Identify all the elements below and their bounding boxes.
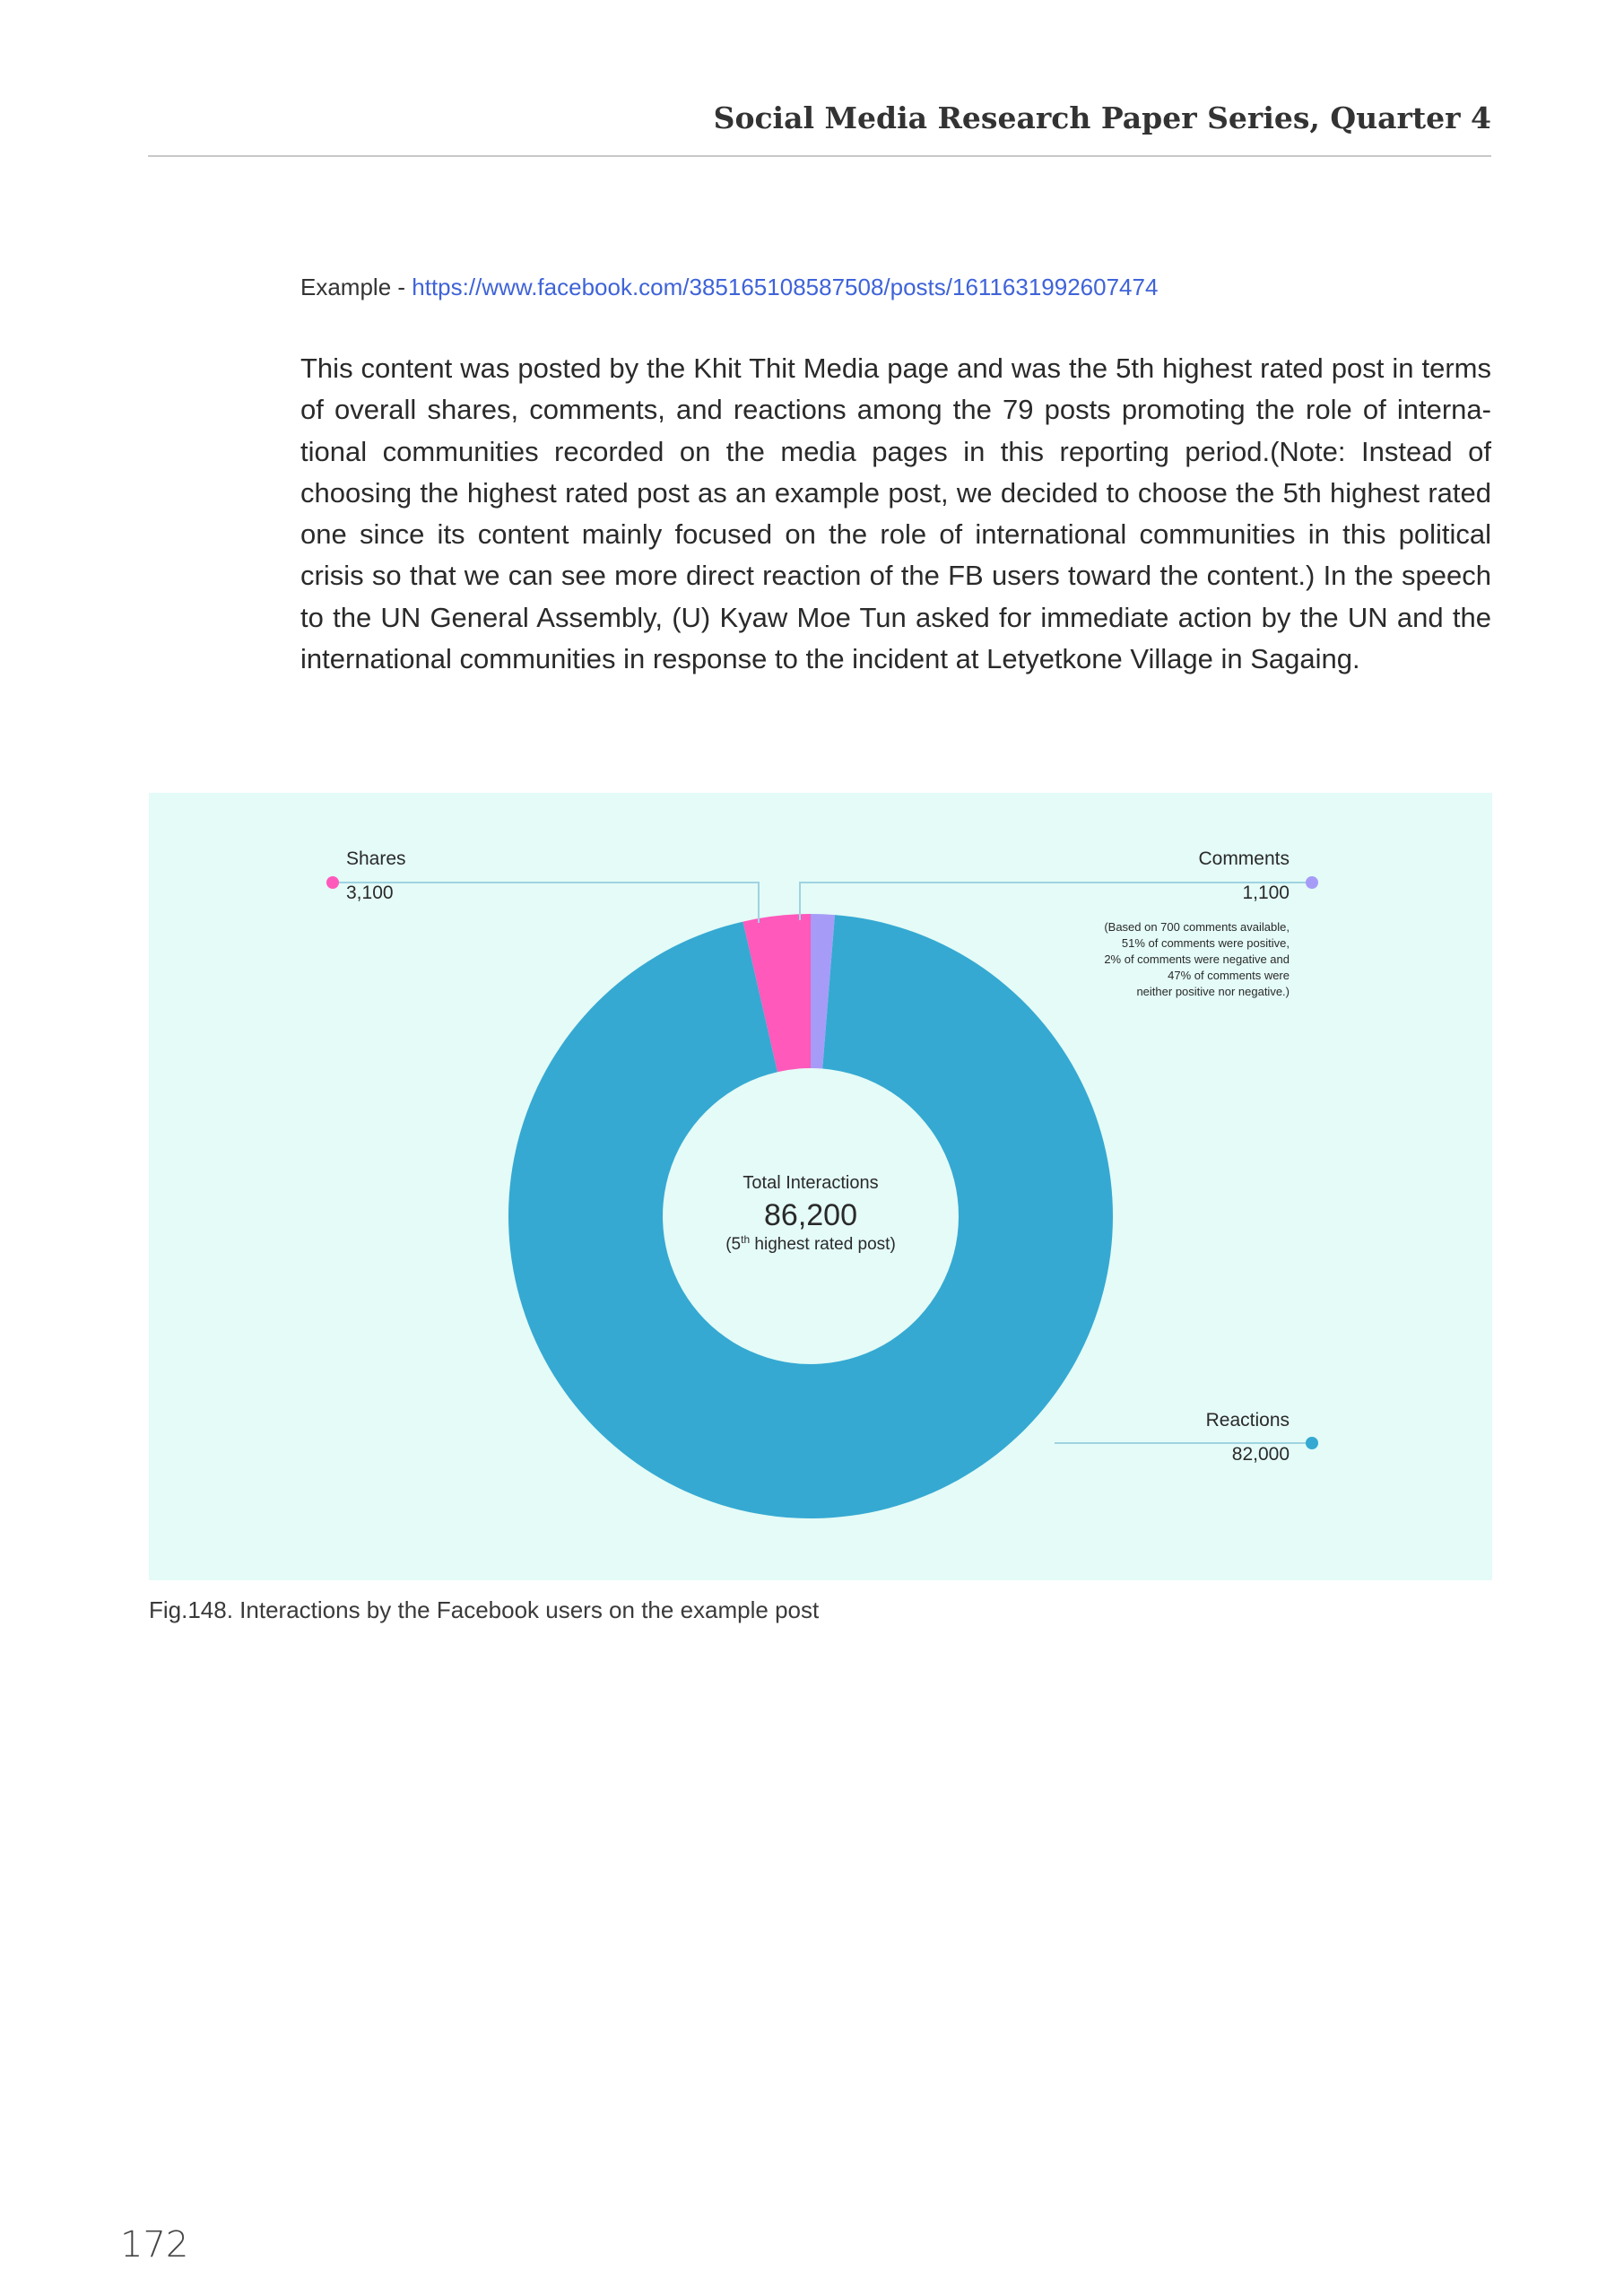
comments-leader-line (800, 883, 1312, 920)
comments-marker-dot (1306, 876, 1318, 889)
comments-value: 1,100 (1242, 883, 1290, 903)
donut-center-subtitle: (5th highest rated post) (725, 1233, 896, 1254)
comments-note-line-5: neither positive nor negative.) (1136, 985, 1290, 998)
body-paragraph: This content was posted by the Khit Thit Media page and was the 5th highest rated post in terms of overall shares, comments, and reactions among the 79 posts promoting the role of interna-tional communities recorded on the media pages in this reporting period.(Note: Instead of choosing the highest rated post as an example post, we decided to choose the 5th highest rated one since its content mainly focused on the role of international communities in this political crisis so that we can see more direct reaction of the FB users toward the content.) In the speech to the UN General Assembly, (U) Kyaw Moe Tun asked for immediate action by the UN and the international communities in response to the incident at Letyetkone Village in Sagaing. (300, 352, 1491, 675)
shares-value: 3,100 (346, 883, 394, 903)
header-divider (148, 155, 1491, 157)
donut-center-title: Total Interactions (743, 1173, 879, 1193)
interactions-donut-figure (149, 793, 1492, 1580)
page-number: 172 (120, 2224, 189, 2266)
example-prefix: Example - (300, 274, 413, 300)
shares-leader-line (333, 883, 759, 923)
comments-note-line-4: 47% of comments were (1168, 969, 1290, 982)
example-post-link[interactable]: https://www.facebook.com/385165108587508/posts/1611631992607474 (412, 274, 1159, 300)
donut-center-total: 86,200 (764, 1198, 857, 1232)
shares-label: Shares (346, 848, 406, 869)
comments-note-line-3: 2% of comments were negative and (1104, 952, 1290, 966)
interactions-donut-chart (149, 793, 1492, 1580)
reactions-label: Reactions (1205, 1410, 1290, 1431)
shares-marker-dot (326, 876, 339, 889)
reactions-value: 82,000 (1231, 1444, 1290, 1465)
reactions-marker-dot (1306, 1437, 1318, 1449)
running-header-title: Social Media Research Paper Series, Quarter 4 (713, 100, 1491, 135)
comments-note-line-1: (Based on 700 comments available, (1104, 920, 1290, 934)
example-line (300, 274, 1158, 301)
comments-note-line-2: 51% of comments were positive, (1121, 936, 1290, 950)
comments-label: Comments (1198, 848, 1290, 869)
figure-caption: Fig.148. Interactions by the Facebook users on the example post (149, 1596, 820, 1623)
